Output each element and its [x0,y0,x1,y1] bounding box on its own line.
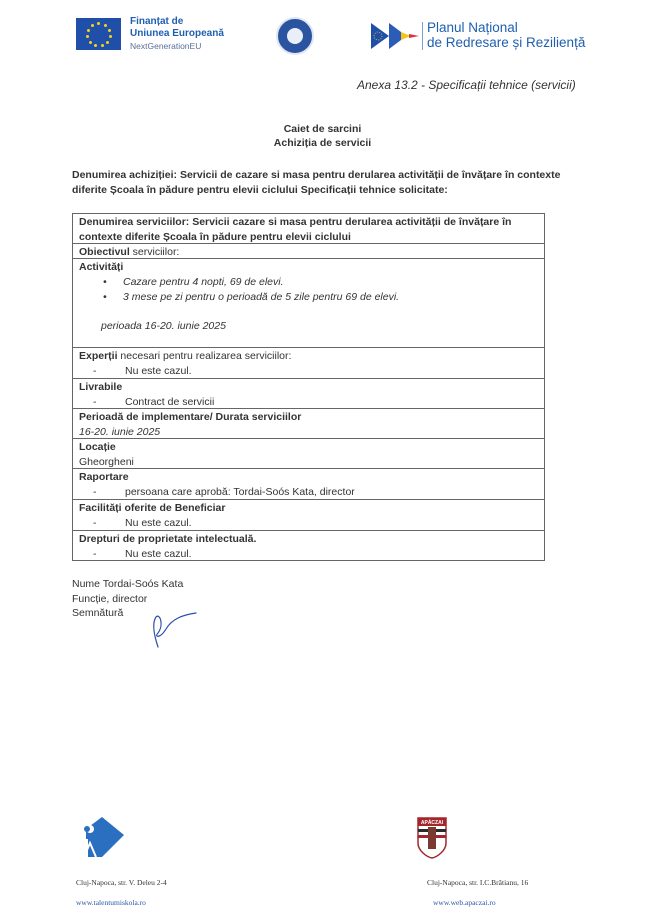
duration-row [73,409,544,439]
footer-right-url[interactable]: www.web.apaczai.ro [433,898,496,907]
eu-line3: NextGenerationEU [130,41,202,51]
objective-label: Obiectivul [79,246,130,258]
pnrr-separator [422,22,423,50]
ip-rights-item: - Nu este cazul. [93,548,192,560]
eu-line2: Uniunea Europeană [130,28,224,39]
duration-label: Perioadă de implementare/ Durata serviciilor [79,411,302,423]
activity-text: Cazare pentru 4 nopti, 69 de elevi. [123,276,284,288]
dash-icon: - [93,517,97,529]
deliverables-item: - Contract de servicii [93,396,215,408]
dash-icon: - [93,365,97,377]
reporting-label: Raportare [79,471,129,483]
location-value: Gheorgheni [79,456,134,468]
eu-flag-icon [76,18,121,50]
facilities-label: Facilități oferite de Beneficiar [79,502,226,514]
activities-period: perioada 16-20. iunie 2025 [101,320,226,332]
dash-icon: - [93,396,97,408]
pnrr-line1: Planul Național [427,20,518,35]
handwritten-signature-icon [150,605,200,650]
service-name-row [73,214,544,244]
eu-line1: Finanțat de [130,16,184,27]
romanian-government-seal-icon [276,17,314,55]
pnrr-line2: de Redresare și Reziliență [427,35,586,50]
apaczai-crest-icon [417,817,447,859]
deliverables-label: Livrabile [79,381,123,393]
objective-row [73,244,544,259]
ip-rights-label: Drepturi de proprietate intelectuală. [79,533,257,545]
acquisition-name: Denumirea achiziției: Servicii de cazare si masa pentru derularea activității de învățare în contexte diferite Școala în pădure pentru elevii ciclului Specificații tehnice solicitate: [72,169,561,196]
location-row [73,439,544,469]
specifications-table [72,213,545,561]
document-subtitle: Achiziția de servicii [273,137,372,149]
reporting-item: - persoana care aprobă: Tordai-Soós Kata, director [93,486,355,498]
dash-icon: - [93,486,97,498]
signer-name: Nume Tordai-Soós Kata [72,578,184,590]
dash-icon: - [93,548,97,560]
ip-rights-row [73,531,544,561]
signer-function: Funcție, director [72,592,148,605]
footer-right-address: Cluj-Napoca, str. I.C.Brătianu, 16 [427,878,529,887]
deliverables-row [73,379,544,409]
footer-left-address: Cluj-Napoca, str. V. Deleu 2-4 [76,878,167,887]
experts-label-rest: necesari pentru realizarea serviciilor: [117,350,292,362]
experts-row [73,348,544,379]
activities-row [73,259,544,348]
footer-left-url[interactable]: www.talentumiskola.ro [76,898,146,907]
bullet-icon: • [103,276,107,288]
activity-item [79,275,538,290]
document-title: Caiet de sarcini [283,123,362,135]
svg-text:APÁCZAI: APÁCZAI [420,820,444,827]
eu-funding-label [130,16,224,52]
experts-label: Experții [79,350,118,362]
activity-item [79,290,538,305]
facilities-item: - Nu este cazul. [93,517,192,529]
duration-value: 16-20. iunie 2025 [79,426,161,438]
activity-text: 3 mese pe zi pentru o perioadă de 5 zile pentru 69 de elevi. [123,291,400,303]
reporting-row [73,469,544,500]
objective-label-rest: serviciilor: [129,246,180,258]
activities-label: Activități [79,261,124,273]
annex-label: Anexa 13.2 - Specificații tehnice (servicii) [357,78,576,92]
service-name-text: Denumirea serviciilor: Servicii cazare si masa pentru derularea activității de învățare în contexte diferite Școala în pădure pentru elevii ciclului [79,216,512,243]
pnrr-logo-icon [371,23,421,49]
signature-label: Semnătură [72,607,124,619]
facilities-row [73,500,544,531]
bullet-icon: • [103,291,107,303]
experts-item: - Nu este cazul. [93,365,192,377]
pnrr-label [427,20,585,50]
talentum-logo-icon [76,817,126,861]
location-label: Locație [79,441,116,453]
